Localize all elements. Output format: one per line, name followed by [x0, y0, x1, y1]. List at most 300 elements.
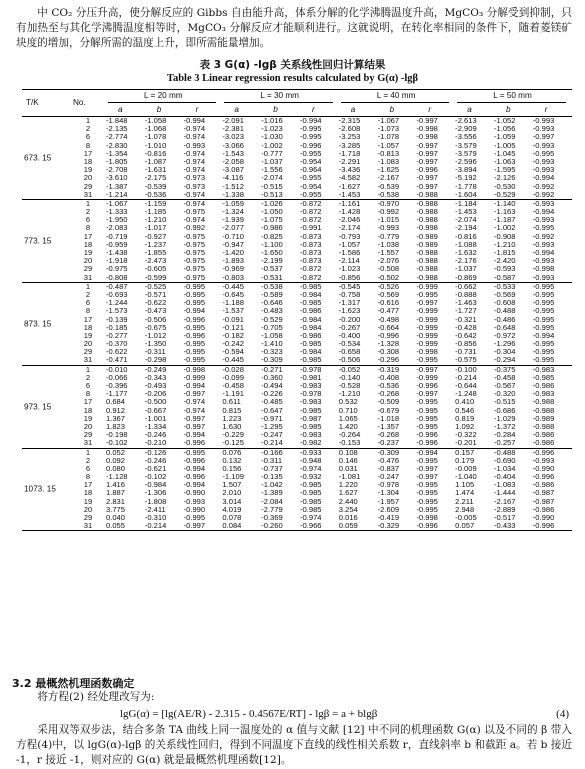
table-cell: -0.498: [377, 314, 400, 324]
cell-number: 20: [83, 421, 93, 431]
table-cell: -0.237: [377, 438, 400, 448]
table-cell: -1.334: [144, 421, 167, 431]
table-cell: 0.052: [106, 447, 126, 457]
table-cell: -0.321: [455, 314, 477, 324]
table-cell: 0.912: [106, 405, 126, 415]
table-cell: 0.057: [455, 521, 475, 531]
temp-spacer: [22, 249, 72, 257]
table-cell: -0.999: [416, 372, 438, 382]
table-cell: -0.974: [183, 215, 206, 225]
header-sub-b: b: [273, 105, 278, 114]
table-row: [22, 431, 572, 439]
table-cell: -1.815: [493, 248, 516, 257]
table-cell: -0.927: [144, 231, 167, 241]
header-number: No.: [73, 98, 86, 107]
table-cell: -0.988: [416, 264, 438, 274]
table-cell: -0.710: [222, 231, 244, 241]
table-cell: -1.304: [377, 488, 400, 498]
table-cell: -1.078: [144, 132, 167, 142]
table-cell: -0.998: [416, 223, 438, 233]
table-cell: -0.973: [183, 173, 206, 183]
table-cell: -0.985: [299, 355, 322, 365]
table-cell: -3.285: [338, 140, 361, 150]
table-cell: -0.999: [183, 372, 206, 382]
temp-spacer: [22, 415, 72, 423]
table-cell: -0.856: [455, 339, 477, 349]
temp-spacer: [22, 465, 72, 473]
table-cell: -1.573: [106, 306, 128, 316]
table-cell: -1.128: [106, 472, 128, 482]
table-cell: -0.515: [493, 397, 516, 407]
table-cell: -0.539: [377, 181, 400, 191]
temp-spacer: [22, 514, 72, 522]
table-cell: -3.556: [455, 132, 477, 142]
table-cell: -0.975: [183, 256, 206, 266]
table-cell: -0.873: [299, 239, 322, 249]
temp-spacer: [22, 366, 72, 374]
temp-spacer: [22, 265, 72, 273]
header-sub-b: b: [389, 105, 395, 114]
temperature-block: [22, 200, 572, 283]
table-cell: -2.194: [455, 223, 477, 233]
table-cell: -0.182: [222, 330, 244, 340]
table-row: [22, 415, 572, 423]
table-cell: -0.605: [144, 264, 167, 274]
table-cell: -1.214: [106, 189, 128, 199]
table-cell: -0.538: [261, 281, 283, 291]
table-cell: -0.622: [144, 298, 167, 308]
table-cell: -0.808: [106, 272, 128, 282]
table-cell: -2.596: [455, 156, 477, 166]
table-cell: -1.040: [455, 472, 477, 482]
table-row: [22, 191, 572, 199]
table-cell: -0.693: [106, 289, 128, 299]
table-cell: -1.848: [106, 116, 128, 125]
table-cell: -1.317: [338, 298, 361, 308]
table-caption-en: Table 3 Linear regression results calculated by G(α) -lgβ: [166, 73, 419, 84]
table-cell: 0.078: [222, 513, 242, 522]
section-paragraph-1: [16, 690, 572, 705]
table-cell: -1.083: [377, 156, 400, 166]
table-cell: -1.805: [106, 156, 128, 166]
table-cell: -2.708: [106, 165, 128, 175]
table-cell: -0.539: [144, 181, 167, 191]
table-cell: 1.105: [455, 480, 475, 490]
table-caption-cn: 表 3 G(α) -lgβ 关系线性回归计算结果: [199, 59, 386, 71]
table-cell: -2.609: [377, 504, 400, 514]
table-cell: -0.982: [299, 438, 322, 448]
table-cell: -0.005: [455, 513, 477, 522]
header-sub-a: a: [234, 105, 239, 114]
table-cell: -0.309: [261, 355, 283, 365]
cell-number: 29: [83, 430, 93, 440]
table-cell: -0.486: [493, 314, 516, 324]
table-cell: -2.126: [493, 173, 516, 183]
table-cell: -0.052: [338, 364, 361, 374]
cell-number: 18: [83, 322, 93, 332]
table-cell: -1.057: [377, 140, 400, 150]
temp-spacer: [22, 299, 72, 307]
table-row: [22, 274, 572, 282]
table-cell: -0.993: [532, 165, 555, 175]
table-cell: -0.999: [416, 330, 438, 340]
table-cell: -0.997: [183, 421, 206, 431]
table-cell: -0.869: [455, 272, 477, 282]
temp-spacer: [22, 224, 72, 232]
table-cell: -0.996: [416, 381, 438, 390]
table-cell: -0.987: [532, 496, 555, 506]
table-cell: -0.102: [106, 438, 128, 448]
table-cell: -0.483: [261, 306, 283, 316]
table-row: [22, 249, 572, 257]
table-cell: -0.992: [532, 189, 555, 199]
table-cell: -1.042: [261, 480, 283, 490]
table-cell: -0.166: [261, 447, 283, 457]
table-cell: -1.045: [493, 148, 516, 158]
table-cell: -0.488: [493, 306, 516, 316]
table-cell: -0.873: [299, 256, 322, 266]
table-cell: 3.254: [338, 504, 358, 514]
table-cell: -0.995: [299, 132, 322, 142]
header-group-rule: [224, 102, 332, 103]
table-cell: -0.988: [416, 272, 438, 282]
temp-spacer: [22, 307, 72, 315]
table-cell: -2.315: [338, 116, 361, 125]
table-cell: -0.260: [261, 521, 283, 531]
table-cell: -0.502: [377, 272, 400, 282]
table-cell: -0.969: [222, 264, 244, 274]
table-cell: -1.438: [106, 248, 128, 257]
table-cell: 4.019: [222, 504, 242, 514]
header-group-4: L = 50 mm: [493, 91, 532, 100]
table-cell: -1.295: [261, 421, 283, 431]
table-cell: -0.974: [183, 132, 206, 142]
table-cell: -3.579: [455, 148, 477, 158]
table-cell: -2.114: [338, 256, 360, 266]
table-cell: -2.076: [377, 256, 400, 266]
table-cell: -3.579: [455, 140, 477, 150]
table-cell: -2.174: [338, 223, 361, 233]
table-cell: -1.306: [144, 488, 167, 498]
equation-4: [120, 708, 575, 720]
table-cell: -0.986: [299, 330, 322, 340]
table-cell: -0.993: [532, 256, 555, 266]
table-cell: -0.445: [222, 281, 244, 291]
table-cell: -1.586: [338, 248, 361, 257]
table-cell: -0.719: [106, 231, 128, 241]
table-cell: -0.593: [493, 264, 516, 274]
table-cell: -0.996: [416, 521, 438, 531]
table-cell: -0.277: [106, 330, 128, 340]
table-cell: -2.381: [222, 124, 244, 134]
table-cell: -1.059: [493, 132, 516, 142]
table-cell: -0.508: [377, 264, 400, 274]
table-cell: -0.616: [377, 298, 400, 308]
table-cell: -0.533: [493, 281, 516, 291]
temp-spacer: [22, 200, 72, 208]
table-cell: -3.610: [106, 173, 128, 183]
table-row: [22, 299, 572, 307]
table-row: [22, 498, 572, 506]
table-cell: -2.077: [222, 223, 244, 233]
table-cell: -0.995: [183, 322, 206, 332]
table-cell: -0.309: [377, 447, 400, 457]
table-cell: -0.246: [144, 455, 167, 465]
table-cell: -0.994: [183, 430, 206, 440]
table-cell: -0.955: [299, 173, 322, 183]
table-row: [22, 117, 572, 125]
table-cell: -0.975: [183, 231, 206, 241]
table-cell: -0.872: [299, 215, 322, 225]
table-cell: -0.985: [299, 504, 322, 514]
cell-number: 17: [83, 231, 93, 241]
cell-number: 6: [85, 215, 91, 225]
table-cell: -0.988: [532, 397, 555, 407]
table-cell: -0.973: [183, 181, 206, 191]
table-cell: -0.686: [493, 405, 516, 415]
table-cell: 0.108: [338, 447, 358, 457]
table-cell: -0.975: [183, 248, 206, 257]
table-cell: -0.996: [183, 438, 206, 448]
table-cell: -0.493: [144, 381, 167, 390]
table-row: [22, 307, 572, 315]
table-cell: -0.494: [261, 381, 283, 390]
table-cell: -0.777: [261, 148, 283, 158]
table-cell: -0.185: [106, 322, 128, 332]
table-cell: 2.831: [106, 496, 126, 506]
table-cell: -0.994: [183, 480, 206, 490]
table-cell: -0.983: [299, 430, 322, 440]
table-cell: -0.837: [377, 463, 400, 473]
table-cell: -1.056: [493, 124, 516, 134]
table-cell: -0.319: [377, 364, 400, 374]
table-cell: -0.121: [222, 322, 244, 332]
table-cell: -0.257: [493, 438, 516, 448]
table-cell: -0.970: [377, 198, 400, 208]
table-cell: -0.987: [532, 488, 555, 498]
cell-number: 18: [83, 156, 93, 166]
table-cell: -1.453: [455, 207, 477, 217]
table-cell: -0.974: [299, 463, 322, 473]
table-cell: -0.983: [532, 364, 555, 374]
table-cell: -0.995: [416, 504, 438, 514]
section-text-1: 将方程(2) 经处理改写为:: [37, 691, 155, 703]
table-cell: -0.994: [299, 116, 322, 125]
table-cell: -1.632: [455, 248, 477, 257]
table-cell: -3.253: [338, 132, 361, 142]
table-cell: -0.214: [261, 438, 283, 448]
table-cell: -1.350: [144, 339, 167, 349]
table-cell: 1.223: [222, 413, 242, 423]
table-cell: -1.018: [377, 413, 400, 423]
table-cell: -1.625: [377, 165, 400, 175]
cell-number: 19: [83, 413, 93, 423]
table-cell: -0.996: [416, 438, 438, 448]
table-cell: -0.526: [377, 281, 400, 291]
table-cell: -1.248: [455, 389, 477, 399]
cell-number: 19: [83, 165, 93, 175]
table-cell: -1.623: [338, 306, 361, 316]
table-cell: 0.819: [455, 413, 475, 423]
temp-spacer: [22, 208, 72, 216]
table-cell: -1.083: [493, 480, 516, 490]
equation-text: lgG(α) = [lg(AE/R) - 2.315 - 0.4567E/RT] - lgβ = a + blgβ: [120, 708, 378, 720]
table-row: [22, 398, 572, 406]
table-cell: -0.530: [493, 181, 516, 191]
table-cell: -0.997: [416, 472, 438, 482]
table-row: [22, 489, 572, 497]
table-cell: -0.298: [144, 355, 167, 365]
table-cell: -0.989: [416, 239, 438, 249]
table-cell: 1.887: [106, 488, 126, 498]
table-cell: -0.825: [261, 231, 283, 241]
table-row: [22, 183, 572, 191]
table-cell: -0.323: [261, 347, 283, 357]
table-cell: -0.947: [222, 239, 244, 249]
table-cell: -0.981: [299, 372, 322, 382]
table-cell: -0.992: [532, 181, 555, 191]
header-temperature: T/K: [26, 98, 39, 107]
table-cell: 3.014: [222, 496, 242, 506]
table-cell: -1.210: [144, 215, 167, 225]
temp-spacer: [22, 522, 72, 530]
table-cell: -0.990: [532, 513, 555, 522]
header-sub-r: r: [544, 105, 548, 114]
table-cell: -0.731: [455, 347, 477, 357]
table-cell: -0.997: [416, 140, 438, 150]
table-cell: 0.146: [338, 455, 358, 465]
temp-spacer: [22, 356, 72, 364]
table-cell: -0.996: [416, 165, 438, 175]
table-cell: -0.995: [532, 347, 555, 357]
table-cell: -0.997: [183, 521, 206, 531]
table-row: [22, 514, 572, 522]
cell-number: 1: [85, 116, 91, 125]
table-cell: -0.803: [222, 272, 244, 282]
table-cell: -0.642: [455, 330, 477, 340]
table-row: [22, 158, 572, 166]
table-cell: -2.420: [493, 256, 516, 266]
table-cell: -0.984: [299, 322, 322, 332]
table-cell: -1.002: [261, 140, 283, 150]
table-cell: -2.291: [338, 156, 361, 166]
table-row: [22, 374, 572, 382]
cell-number: 2: [85, 455, 91, 465]
table-row: [22, 150, 572, 158]
table-cell: -0.995: [416, 413, 438, 423]
header-sub-r: r: [428, 105, 432, 114]
table-cell: -1.604: [455, 189, 477, 199]
section-title: 3.2 最概然机理函数确定: [12, 677, 135, 690]
table-cell: -0.999: [416, 306, 438, 316]
cell-number: 29: [83, 513, 93, 522]
table-cell: -1.012: [144, 330, 167, 340]
table-cell: -0.974: [299, 513, 322, 522]
table-cell: -1.210: [493, 239, 516, 249]
table-cell: -0.993: [532, 198, 555, 208]
table-cell: -0.988: [416, 215, 438, 225]
table-cell: -1.038: [377, 239, 400, 249]
table-cell: 1.420: [338, 421, 358, 431]
table-cell: -0.999: [416, 322, 438, 332]
table-row: [22, 125, 572, 133]
table-cell: -0.320: [493, 389, 516, 399]
table-cell: -0.229: [222, 430, 244, 440]
table-cell: -0.644: [455, 381, 477, 390]
table-cell: -0.993: [532, 124, 555, 134]
temp-spacer: [22, 506, 72, 514]
table-cell: -0.538: [377, 189, 400, 199]
cell-number: 17: [83, 480, 93, 490]
header-sub-a: a: [350, 105, 356, 114]
table-cell: -0.646: [261, 298, 283, 308]
table-cell: -1.957: [377, 496, 400, 506]
table-cell: -0.984: [299, 314, 322, 324]
table-cell: -0.974: [183, 165, 206, 175]
intro-paragraph: [16, 6, 572, 52]
table-cell: -2.909: [455, 124, 477, 134]
table-cell: -0.974: [183, 148, 206, 158]
table-cell: -0.988: [416, 207, 438, 217]
table-cell: -0.997: [532, 132, 555, 142]
table-cell: -0.995: [532, 355, 555, 365]
table-cell: -0.995: [183, 289, 206, 299]
temp-spacer: [22, 183, 72, 191]
table-cell: -0.975: [183, 264, 206, 274]
table-cell: -0.201: [455, 438, 477, 448]
table-cell: 0.031: [338, 463, 358, 473]
table-cell: -0.985: [299, 496, 322, 506]
table-cell: -0.974: [183, 156, 206, 166]
table-cell: -0.793: [338, 231, 361, 241]
table-cell: -0.994: [183, 116, 206, 125]
table-row: [22, 366, 572, 374]
table-row: [22, 506, 572, 514]
table-cell: -0.995: [416, 397, 438, 407]
table-cell: -2.473: [144, 256, 167, 266]
table-row: [22, 316, 572, 324]
intro-text: 中 CO₂ 分压升高，使分解反应的 Gibbs 自由能升高，体系分解的化学沸腾温度升高，MgCO₃ 分解受到抑制，只有加热至与其化学沸腾温度相等时，MgCO₃ 分解反应才能顺利进行。这就说明，在转化率相同的条件下，随着菱镁矿块度的增加，分解所需的温度上升，即所需能量增加。: [16, 7, 572, 50]
table-cell: -0.488: [493, 447, 516, 457]
table-row: [22, 233, 572, 241]
table-cell: -1.410: [261, 339, 283, 349]
table-cell: -0.214: [455, 372, 477, 382]
temp-spacer: [22, 340, 72, 348]
table-cell: -2.046: [338, 215, 361, 225]
table-cell: -1.001: [144, 413, 167, 423]
table-cell: -0.296: [377, 355, 400, 365]
table-cell: -0.988: [416, 256, 438, 266]
table-cell: -1.159: [144, 198, 167, 208]
table-cell: -3.066: [222, 140, 244, 150]
table-cell: 3.775: [106, 504, 126, 514]
table-cell: -0.135: [261, 472, 283, 482]
cell-number: 17: [83, 148, 93, 158]
table-cell: -2.058: [222, 156, 244, 166]
table-cell: -0.959: [106, 239, 128, 249]
table-row: [22, 332, 572, 340]
table-cell: -0.995: [299, 124, 322, 134]
table-cell: 0.084: [222, 521, 242, 531]
cell-number: 20: [83, 339, 93, 349]
table-cell: 0.546: [455, 405, 475, 415]
table-cell: -0.983: [299, 381, 322, 390]
table-cell: -0.983: [299, 397, 322, 407]
temperature-label: 673. 15: [24, 153, 52, 163]
table-cell: -0.513: [261, 189, 283, 199]
table-cell: -0.985: [299, 421, 322, 431]
table-cell: 0.179: [455, 455, 475, 465]
